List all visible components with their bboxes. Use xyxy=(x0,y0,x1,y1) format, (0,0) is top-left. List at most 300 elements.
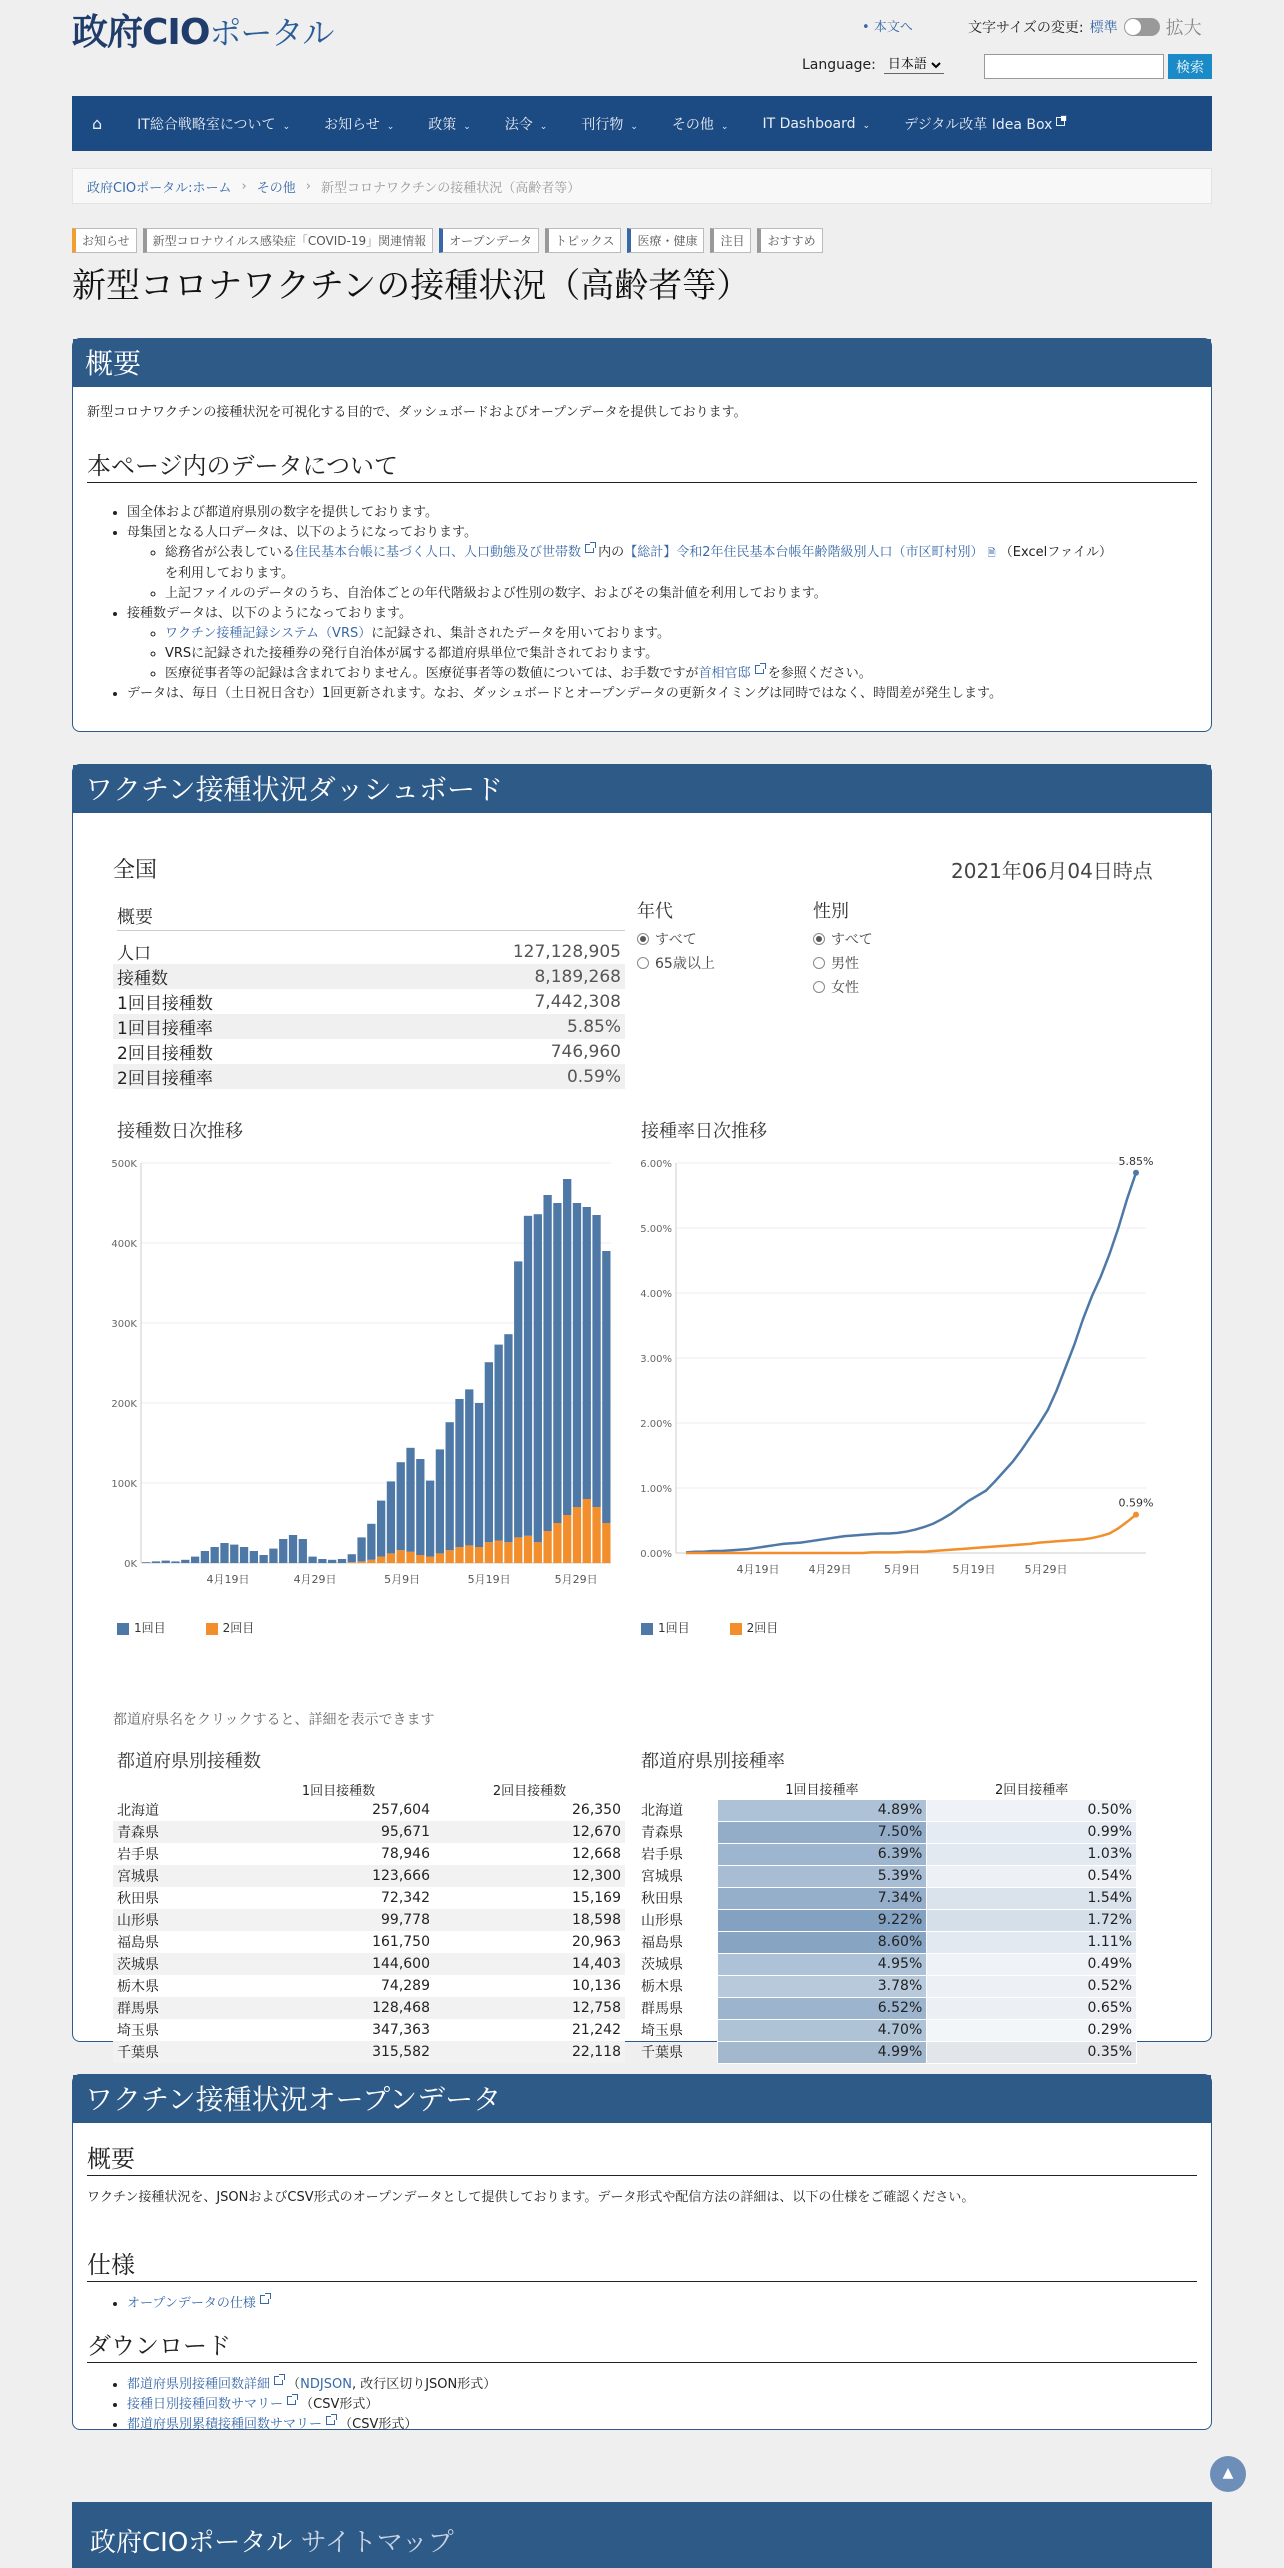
summary-title: 概要 xyxy=(117,907,153,928)
bar-second-dose xyxy=(543,1531,551,1563)
y-tick-label: 200K xyxy=(111,1399,137,1410)
download-heading: ダウンロード xyxy=(87,2326,1197,2363)
overview-heading: 概要 xyxy=(73,339,1211,387)
pref-name[interactable]: 群馬県 xyxy=(117,2001,159,2017)
bar-second-dose xyxy=(416,1555,424,1563)
first-dose-count: 161,750 xyxy=(372,1934,430,1950)
first-dose-rate: 6.39% xyxy=(717,1843,927,1865)
table-row[interactable] xyxy=(113,2019,625,2041)
bar-second-dose xyxy=(553,1523,561,1563)
nav-item-other[interactable]: その他 ⌄ xyxy=(671,116,729,133)
dashboard-panel xyxy=(72,764,1212,2061)
footer-title: 政府CIOポータル xyxy=(90,2528,293,2558)
x-tick-label: 5月9日 xyxy=(384,1573,421,1586)
first-dose-count: 144,600 xyxy=(372,1956,430,1972)
site-logo[interactable] xyxy=(72,4,333,55)
home-icon[interactable]: ⌂ xyxy=(92,114,103,133)
bar-first-dose xyxy=(504,1334,512,1542)
bar-first-dose xyxy=(367,1524,375,1560)
download-daily-summary-link[interactable]: 接種日別接種回数サマリー xyxy=(127,2397,284,2412)
second-dose-rate: 0.35% xyxy=(927,2041,1137,2063)
bar-second-dose xyxy=(592,1507,600,1563)
second-dose-count: 12,668 xyxy=(572,1846,621,1862)
first-dose-count: 99,778 xyxy=(381,1912,430,1928)
pref-name[interactable]: 宮城県 xyxy=(117,1869,159,1885)
bar-first-dose xyxy=(475,1403,483,1547)
bar-first-dose xyxy=(171,1561,179,1563)
tag-opendata[interactable]: オープンデータ xyxy=(439,228,539,253)
end-label: 0.59% xyxy=(1118,1496,1154,1510)
pref-name[interactable]: 千葉県 xyxy=(641,2045,683,2061)
summary-row: 2回目接種数 746,960 xyxy=(117,1041,621,1064)
pref-name[interactable]: 秋田県 xyxy=(641,1891,683,1907)
pref-name[interactable]: 栃木県 xyxy=(117,1979,159,1995)
bar-second-dose xyxy=(387,1553,395,1563)
bar-first-dose xyxy=(524,1216,532,1536)
bar-first-dose xyxy=(269,1549,277,1563)
opendata-overview-text: ワクチン接種状況を、JSONおよびCSV形式のオープンデータとして提供しております。データ形式や配信方法の詳細は、以下の仕様をご確認ください。 xyxy=(87,2190,975,2205)
external-link-icon xyxy=(1056,117,1065,126)
radio-selected-icon xyxy=(813,933,825,945)
summary-row: 人口 127,128,905 xyxy=(117,941,621,964)
bar-first-dose xyxy=(377,1501,385,1557)
daily-rate-chart xyxy=(628,1153,1168,1593)
skip-link-label: 本文へ xyxy=(873,20,913,35)
tag-health[interactable]: 医療・健康 xyxy=(627,228,704,253)
bar-second-dose xyxy=(495,1541,503,1563)
table-row[interactable] xyxy=(113,1909,625,1931)
tag-news[interactable]: お知らせ xyxy=(72,228,137,253)
chevron-down-icon: ⌄ xyxy=(463,121,471,132)
bar-second-dose xyxy=(485,1542,493,1563)
col-header: 2回目接種数 xyxy=(492,1783,567,1799)
pref-name[interactable]: 岩手県 xyxy=(117,1847,159,1863)
external-link-icon xyxy=(287,2396,296,2405)
first-dose-rate: 3.78% xyxy=(717,1975,927,1997)
second-dose-rate: 0.99% xyxy=(927,1821,1137,1843)
region-title: 全国 xyxy=(113,858,158,883)
search-input[interactable] xyxy=(984,54,1164,79)
pref-rate-title: 都道府県別接種率 xyxy=(641,1751,785,1772)
table-row[interactable] xyxy=(113,1975,625,1997)
second-dose-rate: 0.50% xyxy=(927,1799,1137,1821)
second-dose-rate: 1.03% xyxy=(927,1843,1137,1865)
font-size-toggle[interactable] xyxy=(1124,18,1160,36)
y-tick-label: 6.00% xyxy=(640,1159,672,1170)
font-size-normal-link[interactable]: 標準 xyxy=(1089,20,1118,36)
ndjson-link[interactable]: NDJSON xyxy=(300,2377,352,2392)
bar-first-dose xyxy=(211,1547,219,1563)
pref-name[interactable]: 福島県 xyxy=(641,1935,683,1951)
first-dose-rate: 6.52% xyxy=(717,1997,927,2019)
x-tick-label: 4月19日 xyxy=(736,1563,780,1576)
end-label: 5.85% xyxy=(1118,1154,1154,1168)
nav-item-it-dashboard[interactable]: IT Dashboard ⌄ xyxy=(762,115,871,132)
external-link-icon xyxy=(260,2295,269,2304)
line-first-dose xyxy=(686,1173,1136,1553)
legend-item-first[interactable]: 1回目 xyxy=(641,1619,690,1636)
first-dose-rate: 8.60% xyxy=(717,1931,927,1953)
first-dose-rate: 4.95% xyxy=(717,1953,927,1975)
y-tick-label: 4.00% xyxy=(640,1289,672,1300)
pref-name[interactable]: 茨城県 xyxy=(641,1957,683,1973)
download-pref-detail-link[interactable]: 都道府県別接種回数詳細 xyxy=(127,2377,271,2392)
list-item: • 国全体および都道府県別の数字を提供しております。 xyxy=(127,503,1197,523)
table-row[interactable] xyxy=(113,1953,625,1975)
second-dose-count: 26,350 xyxy=(572,1802,621,1818)
sex-option-female[interactable]: 女性 xyxy=(813,975,873,999)
sex-filter-label: 性別 xyxy=(813,901,849,922)
download-list xyxy=(87,2375,1197,2435)
bar-first-dose xyxy=(436,1449,444,1553)
y-tick-label: 2.00% xyxy=(640,1419,672,1430)
summary-row: 1回目接種数 7,442,308 xyxy=(117,991,621,1014)
y-tick-label: 300K xyxy=(111,1319,137,1330)
bar-second-dose xyxy=(455,1547,463,1563)
table-row[interactable] xyxy=(113,1865,625,1887)
external-link-icon xyxy=(326,2416,335,2425)
list-item: • 母集団となる人口データは、以下のようになっております。 ◦ 総務省が公表している住民基本台帳に基づく人口、人口動態及び世帯数 内の【総計】令和2年住民基本台帳年齢階級別人口（市区町村別） 🗎 （Excelファイル） を利用しております。 ◦ 上記ファイルのデータのうち、自治体ごとの年代階級および性別の数字、およびその集計値を利用しております。 xyxy=(127,523,1197,604)
second-dose-rate: 0.54% xyxy=(927,1865,1137,1887)
bar-first-dose xyxy=(416,1459,424,1555)
chevron-down-icon: ⌄ xyxy=(720,121,729,132)
first-dose-rate: 4.70% xyxy=(717,2019,927,2041)
back-to-top-button[interactable] xyxy=(1210,2456,1246,2492)
bar-first-dose xyxy=(426,1481,434,1557)
first-dose-count: 74,289 xyxy=(381,1978,430,1994)
bar-first-dose xyxy=(573,1203,581,1507)
legend-item-second[interactable]: 2回目 xyxy=(730,1619,779,1636)
first-dose-rate: 7.34% xyxy=(717,1887,927,1909)
nav-item-about[interactable]: IT総合戦略室について ⌄ xyxy=(137,116,291,133)
first-dose-count: 123,666 xyxy=(372,1868,430,1884)
y-tick-label: 0.00% xyxy=(640,1549,672,1560)
bar-second-dose xyxy=(436,1553,444,1563)
first-dose-count: 257,604 xyxy=(372,1802,430,1818)
bar-first-dose xyxy=(279,1539,287,1563)
bar-first-dose xyxy=(328,1560,336,1563)
second-dose-count: 21,242 xyxy=(572,2022,621,2038)
pref-name[interactable]: 宮城県 xyxy=(641,1869,683,1885)
first-dose-count: 72,342 xyxy=(381,1890,430,1906)
nav-item-law[interactable]: 法令 ⌄ xyxy=(504,116,548,133)
x-tick-label: 5月9日 xyxy=(884,1563,920,1576)
bar-first-dose xyxy=(318,1559,326,1563)
bar-first-dose xyxy=(465,1389,473,1545)
daily-rate-chart-title: 接種率日次推移 xyxy=(641,1121,767,1142)
first-dose-rate: 4.99% xyxy=(717,2041,927,2063)
data-about-list xyxy=(87,503,1197,704)
table-row[interactable] xyxy=(113,2041,625,2063)
second-dose-rate: 1.54% xyxy=(927,1887,1137,1909)
tag-featured[interactable]: 注目 xyxy=(710,228,751,253)
table-row[interactable] xyxy=(637,1975,1137,1997)
bar-first-dose xyxy=(181,1560,189,1563)
age-option-all[interactable]: すべて xyxy=(637,927,715,951)
bar-second-dose xyxy=(357,1561,365,1563)
dashboard-heading: ワクチン接種状況ダッシュボード xyxy=(73,765,1211,813)
bar-first-dose xyxy=(201,1551,209,1563)
pref-name[interactable]: 茨城県 xyxy=(117,1957,159,1973)
overview-panel xyxy=(72,338,1212,732)
bar-second-dose xyxy=(406,1552,414,1563)
second-dose-rate: 1.11% xyxy=(927,1931,1137,1953)
daily-count-chart xyxy=(103,1153,633,1593)
pref-name[interactable]: 北海道 xyxy=(117,1803,159,1819)
skip-to-content-link[interactable]: • 本文へ xyxy=(862,20,913,35)
nav-item-news[interactable]: お知らせ ⌄ xyxy=(324,116,395,133)
bar-second-dose xyxy=(524,1536,532,1563)
language-select[interactable] xyxy=(884,56,944,74)
table-row[interactable] xyxy=(637,1821,1137,1843)
search-button[interactable]: 検索 xyxy=(1168,54,1212,79)
table-row[interactable] xyxy=(637,1887,1137,1909)
breadcrumb: 政府CIOポータル:ホーム › その他 › 新型コロナワクチンの接種状況（高齢者等） xyxy=(72,168,1212,204)
y-tick-label: 1.00% xyxy=(640,1484,672,1495)
y-tick-label: 0K xyxy=(124,1559,137,1570)
spec-heading: 仕様 xyxy=(87,2245,1197,2282)
bar-first-dose xyxy=(583,1207,591,1499)
second-dose-count: 22,118 xyxy=(572,2044,621,2060)
external-link-icon xyxy=(755,665,764,674)
chevron-down-icon: ⌄ xyxy=(539,121,548,132)
breadcrumb-other[interactable]: その他 xyxy=(256,180,296,196)
summary-row: 接種数 8,189,268 xyxy=(113,964,625,989)
bar-first-dose xyxy=(485,1362,493,1542)
bar-first-dose xyxy=(289,1535,297,1563)
first-dose-rate: 5.39% xyxy=(717,1865,927,1887)
table-row[interactable] xyxy=(637,1843,1137,1865)
daily-count-chart-title: 接種数日次推移 xyxy=(117,1121,243,1142)
table-row[interactable] xyxy=(637,1909,1137,1931)
external-link-icon xyxy=(585,544,594,553)
overview-text: 新型コロナワクチンの接種状況を可視化する目的で、ダッシュボードおよびオープンデータを提供しております。 xyxy=(87,405,747,420)
list-item xyxy=(127,2294,1197,2314)
language-selector xyxy=(802,56,944,74)
font-size-large-label[interactable]: 拡大 xyxy=(1165,18,1202,39)
table-row[interactable] xyxy=(637,1931,1137,1953)
radio-selected-icon xyxy=(637,933,649,945)
daily-rate-legend xyxy=(641,1619,778,1636)
bar-first-dose xyxy=(543,1195,551,1531)
pref-count-table xyxy=(113,1779,625,2063)
footer-sitemap xyxy=(72,2502,1212,2568)
tag-topics[interactable]: トピックス xyxy=(545,228,621,253)
table-row[interactable] xyxy=(113,1887,625,1909)
age-filter xyxy=(637,897,715,975)
bar-second-dose xyxy=(397,1550,405,1563)
legend-item-first[interactable]: 1回目 xyxy=(117,1619,166,1636)
list-item: • 都道府県別接種回数詳細 （NDJSON, 改行区切りJSON形式） xyxy=(127,2375,1197,2395)
bar-first-dose xyxy=(260,1555,268,1563)
bar-second-dose xyxy=(367,1560,375,1563)
bar-first-dose xyxy=(455,1399,463,1547)
pref-name[interactable]: 岩手県 xyxy=(641,1847,683,1863)
bar-second-dose xyxy=(563,1515,571,1563)
y-tick-label: 100K xyxy=(111,1479,137,1490)
first-dose-count: 347,363 xyxy=(372,2022,430,2038)
radio-icon xyxy=(813,957,825,969)
bar-second-dose xyxy=(348,1562,356,1563)
chevron-down-icon: ⌄ xyxy=(862,120,871,131)
second-dose-rate: 0.29% xyxy=(927,2019,1137,2041)
bar-second-dose xyxy=(426,1557,434,1563)
list-item: • 接種日別接種回数サマリー （CSV形式） xyxy=(127,2395,1197,2415)
radio-icon xyxy=(813,981,825,993)
table-row[interactable] xyxy=(113,1821,625,1843)
pref-name[interactable]: 秋田県 xyxy=(117,1891,159,1907)
first-dose-rate: 4.89% xyxy=(717,1799,927,1821)
table-row[interactable] xyxy=(113,1799,625,1821)
y-tick-label: 400K xyxy=(111,1239,137,1250)
bar-first-dose xyxy=(220,1543,228,1563)
bar-first-dose xyxy=(495,1345,503,1541)
breadcrumb-home[interactable]: 政府CIOポータル:ホーム xyxy=(87,180,232,196)
bar-first-dose xyxy=(553,1203,561,1523)
x-tick-label: 4月29日 xyxy=(293,1573,337,1586)
logo-sub-text: ポータル xyxy=(209,14,334,52)
col-header: 1回目接種数 xyxy=(301,1783,376,1799)
language-label: Language: xyxy=(802,57,876,73)
bar-first-dose xyxy=(387,1481,395,1553)
list-item: ◦ 上記ファイルのデータのうち、自治体ごとの年代階級および性別の数字、およびその集計値を利用しております。 xyxy=(165,584,1197,604)
table-row[interactable] xyxy=(113,1997,625,2019)
main-nav xyxy=(72,96,1212,151)
tag-recommended[interactable]: おすすめ xyxy=(757,228,822,253)
bar-first-dose xyxy=(534,1214,542,1542)
arrow-up-icon: ▲ xyxy=(1222,2465,1234,2481)
second-dose-rate: 0.52% xyxy=(927,1975,1137,1997)
font-size-control xyxy=(968,14,1202,40)
table-row[interactable] xyxy=(637,1865,1137,1887)
bar-first-dose xyxy=(357,1537,365,1561)
first-dose-count: 128,468 xyxy=(372,2000,430,2016)
download-pref-cumulative-link[interactable]: 都道府県別累積接種回数サマリー xyxy=(127,2417,323,2432)
pref-count-title: 都道府県別接種数 xyxy=(117,1751,261,1772)
table-row[interactable] xyxy=(637,1953,1137,1975)
list-item: ◦ 医療従事者等の記録は含まれておりません。医療従事者等の数値については、お手数ですが首相官邸 を参照ください。 xyxy=(165,664,1197,684)
bar-second-dose xyxy=(514,1537,522,1563)
pref-name[interactable]: 千葉県 xyxy=(117,2045,159,2061)
vrs-link[interactable]: ワクチン接種記録システム（VRS） xyxy=(165,626,372,641)
first-dose-rate: 9.22% xyxy=(717,1909,927,1931)
x-tick-label: 4月19日 xyxy=(206,1573,250,1586)
footer-subtitle: サイトマップ xyxy=(300,2528,454,2558)
bar-first-dose xyxy=(162,1561,170,1563)
nav-item-idea-box[interactable]: デジタル改革 Idea Box xyxy=(887,114,1082,134)
bar-first-dose xyxy=(142,1562,150,1563)
end-point xyxy=(1133,1170,1139,1176)
list-item: ◦ 総務省が公表している住民基本台帳に基づく人口、人口動態及び世帯数 内の【総計】令和2年住民基本台帳年齢階級別人口（市区町村別） 🗎 （Excelファイル） を利用しております。 xyxy=(165,543,1197,584)
table-row[interactable] xyxy=(637,2041,1137,2063)
pref-name[interactable]: 栃木県 xyxy=(641,1979,683,1995)
pref-name[interactable]: 青森県 xyxy=(117,1825,159,1841)
external-link-icon xyxy=(274,2376,283,2385)
bar-first-dose xyxy=(348,1554,356,1562)
opendata-heading: ワクチン接種状況オープンデータ xyxy=(73,2075,1211,2123)
pref-name[interactable]: 埼玉県 xyxy=(117,2023,159,2039)
y-tick-label: 500K xyxy=(111,1159,137,1170)
col-header: 2回目接種率 xyxy=(994,1783,1069,1799)
bar-second-dose xyxy=(504,1542,512,1563)
summary-row: 2回目接種率 0.59% xyxy=(113,1064,625,1089)
nav-item-policy[interactable]: 政策 ⌄ xyxy=(428,116,471,133)
breadcrumb-current: 新型コロナワクチンの接種状況（高齢者等） xyxy=(320,180,581,196)
table-row[interactable] xyxy=(637,2019,1137,2041)
pref-name[interactable]: 福島県 xyxy=(117,1935,159,1951)
table-row[interactable] xyxy=(637,1799,1137,1821)
chevron-down-icon: ⌄ xyxy=(386,121,395,132)
opendata-panel xyxy=(72,2074,1212,2430)
age-option-65plus[interactable]: 65歳以上 xyxy=(637,951,715,975)
second-dose-count: 10,136 xyxy=(572,1978,621,1994)
first-dose-count: 95,671 xyxy=(381,1824,430,1840)
font-size-label: 文字サイズの変更: xyxy=(968,20,1084,36)
pref-name[interactable]: 山形県 xyxy=(117,1913,159,1929)
kantei-link[interactable]: 首相官邸 xyxy=(698,666,751,681)
pref-name[interactable]: 群馬県 xyxy=(641,2001,683,2017)
pref-name[interactable]: 埼玉県 xyxy=(641,2023,683,2039)
second-dose-count: 12,670 xyxy=(572,1824,621,1840)
pref-name[interactable]: 青森県 xyxy=(641,1825,683,1841)
x-tick-label: 5月19日 xyxy=(467,1573,511,1586)
pref-name[interactable]: 山形県 xyxy=(641,1913,683,1929)
bar-first-dose xyxy=(338,1559,346,1563)
legend-item-second[interactable]: 2回目 xyxy=(206,1619,255,1636)
y-tick-label: 3.00% xyxy=(640,1354,672,1365)
list-item: • 接種数データは、以下のようになっております。 ◦ ワクチン接種記録システム（VRS）に記録され、集計されたデータを用いております。 ◦ VRSに記録された接種券の発行自治体が属する都道府県単位で集計されております。 ◦ 医療従事者等の記録は含まれておりません。医療従事者等の数値については、お手数ですが首相官邸 を参照ください。 xyxy=(127,604,1197,684)
bar-second-dose xyxy=(446,1550,454,1563)
nav-item-publications[interactable]: 刊行物 ⌄ xyxy=(581,116,638,133)
bar-second-dose xyxy=(602,1523,610,1563)
second-dose-rate: 1.72% xyxy=(927,1909,1137,1931)
chevron-down-icon: ⌄ xyxy=(282,121,291,132)
file-icon: 🗎 xyxy=(987,548,996,559)
pref-name[interactable]: 北海道 xyxy=(641,1803,683,1819)
list-item: ◦ ワクチン接種記録システム（VRS）に記録され、集計されたデータを用いております。 xyxy=(165,624,1197,644)
table-row[interactable] xyxy=(637,1997,1137,2019)
bar-second-dose xyxy=(475,1547,483,1563)
daily-count-legend xyxy=(117,1619,254,1636)
bar-first-dose xyxy=(240,1547,248,1563)
sex-option-all[interactable]: すべて xyxy=(813,927,873,951)
first-dose-count: 315,582 xyxy=(372,2044,430,2060)
sex-option-male[interactable]: 男性 xyxy=(813,951,873,975)
summary-row: 1回目接種率 5.85% xyxy=(113,1014,625,1039)
end-point xyxy=(1133,1512,1139,1518)
bar-second-dose xyxy=(583,1499,591,1563)
population-excel-link[interactable]: 【総計】令和2年住民基本台帳年齢階級別人口（市区町村別） xyxy=(624,545,984,560)
table-row[interactable] xyxy=(113,1843,625,1865)
second-dose-count: 14,403 xyxy=(572,1956,621,1972)
bar-first-dose xyxy=(446,1422,454,1550)
sex-filter xyxy=(813,897,873,999)
bar-first-dose xyxy=(406,1448,414,1552)
second-dose-count: 20,963 xyxy=(572,1934,621,1950)
summary-table xyxy=(113,939,625,1089)
age-filter-label: 年代 xyxy=(637,901,673,922)
spec-link[interactable]: オープンデータの仕様 xyxy=(127,2296,256,2311)
second-dose-count: 12,300 xyxy=(572,1868,621,1884)
population-source-link[interactable]: 住民基本台帳に基づく人口、人口動態及び世帯数 xyxy=(295,545,582,560)
bar-second-dose xyxy=(534,1542,542,1563)
table-row[interactable] xyxy=(113,1931,625,1953)
x-tick-label: 4月29日 xyxy=(808,1563,852,1576)
second-dose-rate: 0.49% xyxy=(927,1953,1137,1975)
tag-covid[interactable]: 新型コロナウイルス感染症「COVID-19」関連情報 xyxy=(143,228,433,253)
x-tick-label: 5月19日 xyxy=(952,1563,996,1576)
bar-first-dose xyxy=(191,1557,199,1563)
